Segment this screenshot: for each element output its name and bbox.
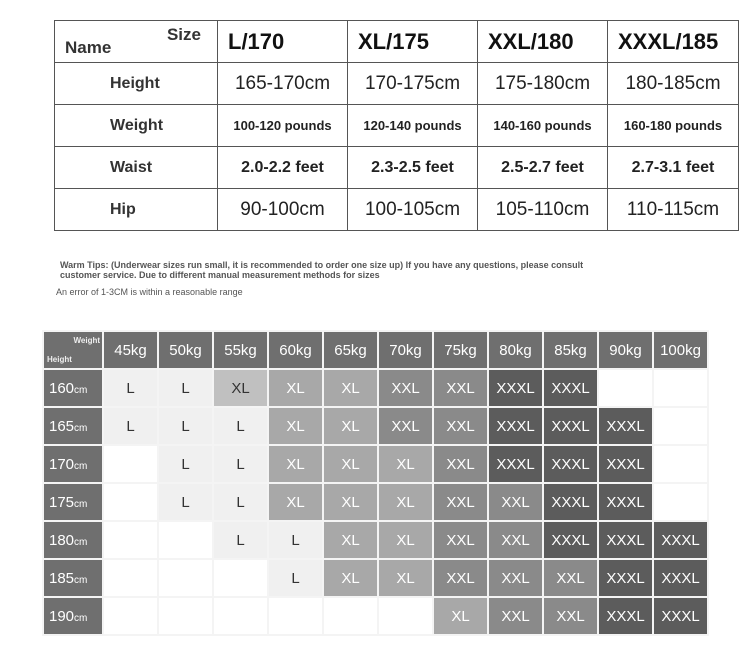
grid-corner bbox=[43, 331, 103, 369]
size-cell: 100-105cm bbox=[348, 189, 478, 231]
warm-tips: Warm Tips: (Underwear sizes run small, it is recommended to order one size up) If you have any questions, please consult customer service. Due to different manual measurement methods for sizes bbox=[60, 260, 584, 280]
size-cell: 165-170cm bbox=[218, 63, 348, 105]
corner-height-label: Height bbox=[47, 355, 72, 364]
height-value: 170 bbox=[49, 455, 75, 473]
size-column-header: XL/175 bbox=[348, 21, 478, 63]
size-recommendation-cell bbox=[103, 597, 158, 635]
size-recommendation-cell bbox=[103, 521, 158, 559]
size-row-label: Waist bbox=[55, 147, 218, 189]
size-recommendation-cell: XXXL bbox=[543, 407, 598, 445]
size-cell: 110-115cm bbox=[608, 189, 739, 231]
size-recommendation-cell: L bbox=[268, 559, 323, 597]
size-recommendation-cell: XXL bbox=[543, 597, 598, 635]
height-value: 160 bbox=[49, 379, 75, 397]
size-recommendation-cell: XXL bbox=[488, 559, 543, 597]
size-cell: 2.7-3.1 feet bbox=[608, 147, 739, 189]
size-recommendation-cell: XXL bbox=[433, 559, 488, 597]
weight-header: 100kg bbox=[653, 331, 708, 369]
height-value: 175 bbox=[49, 493, 75, 511]
height-unit: cm bbox=[74, 612, 88, 624]
size-table bbox=[54, 20, 739, 231]
size-recommendation-cell: XXXL bbox=[488, 407, 543, 445]
size-recommendation-cell: L bbox=[103, 369, 158, 407]
size-cell: 120-140 pounds bbox=[348, 105, 478, 147]
size-recommendation-cell bbox=[213, 559, 268, 597]
size-cell: 160-180 pounds bbox=[608, 105, 739, 147]
weight-header: 65kg bbox=[323, 331, 378, 369]
size-recommendation-cell bbox=[653, 407, 708, 445]
size-recommendation-cell: XL bbox=[378, 445, 433, 483]
size-recommendation-cell: XL bbox=[268, 407, 323, 445]
height-value: 165 bbox=[49, 417, 75, 435]
size-cell: 2.5-2.7 feet bbox=[478, 147, 608, 189]
size-recommendation-cell: XXXL bbox=[653, 597, 708, 635]
size-recommendation-cell bbox=[268, 597, 323, 635]
size-recommendation-cell: XXXL bbox=[653, 559, 708, 597]
size-recommendation-cell: XXL bbox=[433, 369, 488, 407]
size-cell: 140-160 pounds bbox=[478, 105, 608, 147]
height-unit: cm bbox=[74, 498, 88, 510]
measurement-error-note: An error of 1-3CM is within a reasonable range bbox=[56, 287, 243, 297]
size-recommendation-cell: L bbox=[158, 445, 213, 483]
height-value: 180 bbox=[49, 531, 75, 549]
size-cell: 175-180cm bbox=[478, 63, 608, 105]
size-recommendation-cell: XL bbox=[433, 597, 488, 635]
grid-row bbox=[43, 597, 708, 635]
size-cell: 180-185cm bbox=[608, 63, 739, 105]
height-value: 190 bbox=[49, 607, 75, 625]
size-row-label: Height bbox=[55, 63, 218, 105]
size-recommendation-cell: XXL bbox=[433, 445, 488, 483]
size-table-row bbox=[55, 63, 739, 105]
size-recommendation-cell bbox=[653, 445, 708, 483]
weight-header: 55kg bbox=[213, 331, 268, 369]
size-recommendation-cell: L bbox=[213, 521, 268, 559]
size-recommendation-cell: XXL bbox=[433, 483, 488, 521]
size-recommendation-cell: XL bbox=[213, 369, 268, 407]
size-recommendation-cell: XL bbox=[323, 369, 378, 407]
size-recommendation-cell: XXL bbox=[433, 407, 488, 445]
size-recommendation-cell bbox=[158, 559, 213, 597]
size-recommendation-cell: XXL bbox=[488, 597, 543, 635]
height-header bbox=[43, 597, 103, 635]
height-unit: cm bbox=[74, 536, 88, 548]
size-recommendation-cell: XL bbox=[378, 521, 433, 559]
height-header bbox=[43, 521, 103, 559]
height-value: 185 bbox=[49, 569, 75, 587]
size-recommendation-cell: XXXL bbox=[598, 407, 653, 445]
size-recommendation-cell: XXXL bbox=[598, 559, 653, 597]
size-column-header: XXXL/185 bbox=[608, 21, 739, 63]
size-row-label: Hip bbox=[55, 189, 218, 231]
size-recommendation-cell: XL bbox=[323, 521, 378, 559]
size-recommendation-cell: XXXL bbox=[488, 445, 543, 483]
size-recommendation-cell: XL bbox=[268, 483, 323, 521]
size-recommendation-cell: XL bbox=[268, 369, 323, 407]
size-column-header: XXL/180 bbox=[478, 21, 608, 63]
grid-row bbox=[43, 445, 708, 483]
size-recommendation-cell bbox=[378, 597, 433, 635]
height-header bbox=[43, 559, 103, 597]
size-cell: 2.0-2.2 feet bbox=[218, 147, 348, 189]
grid-header-row bbox=[43, 331, 708, 369]
height-header bbox=[43, 445, 103, 483]
corner-size-label: Size bbox=[166, 25, 201, 44]
size-recommendation-cell: L bbox=[158, 483, 213, 521]
grid-row bbox=[43, 369, 708, 407]
size-recommendation-cell: L bbox=[213, 483, 268, 521]
size-recommendation-cell: L bbox=[268, 521, 323, 559]
size-recommendation-cell: XXL bbox=[488, 521, 543, 559]
size-recommendation-cell: XXXL bbox=[598, 597, 653, 635]
size-recommendation-cell: XXXL bbox=[543, 483, 598, 521]
weight-header: 70kg bbox=[378, 331, 433, 369]
size-recommendation-cell bbox=[103, 445, 158, 483]
size-cell: 2.3-2.5 feet bbox=[348, 147, 478, 189]
weight-header: 75kg bbox=[433, 331, 488, 369]
size-cell: 90-100cm bbox=[218, 189, 348, 231]
size-recommendation-cell: XL bbox=[323, 559, 378, 597]
size-recommendation-cell bbox=[103, 483, 158, 521]
size-table-corner bbox=[55, 21, 218, 63]
height-unit: cm bbox=[74, 422, 88, 434]
grid-row bbox=[43, 483, 708, 521]
height-header bbox=[43, 483, 103, 521]
height-header bbox=[43, 369, 103, 407]
size-recommendation-cell bbox=[323, 597, 378, 635]
size-recommendation-cell bbox=[103, 559, 158, 597]
size-table-header bbox=[55, 21, 739, 63]
size-recommendation-cell: XXXL bbox=[598, 483, 653, 521]
size-recommendation-cell: XL bbox=[323, 407, 378, 445]
size-recommendation-cell bbox=[158, 521, 213, 559]
height-unit: cm bbox=[74, 574, 88, 586]
size-table-row bbox=[55, 147, 739, 189]
height-unit: cm bbox=[74, 384, 88, 396]
corner-weight-label: Weight bbox=[73, 336, 100, 345]
size-recommendation-cell: XXXL bbox=[543, 521, 598, 559]
size-recommendation-cell: XXL bbox=[378, 407, 433, 445]
height-unit: cm bbox=[74, 460, 88, 472]
size-recommendation-cell: XXXL bbox=[543, 369, 598, 407]
size-recommendation-cell: XL bbox=[378, 559, 433, 597]
size-recommendation-cell: XXXL bbox=[598, 445, 653, 483]
grid-row bbox=[43, 407, 708, 445]
size-recommendation-cell: XXL bbox=[488, 483, 543, 521]
weight-header: 50kg bbox=[158, 331, 213, 369]
weight-header: 85kg bbox=[543, 331, 598, 369]
size-row-label: Weight bbox=[55, 105, 218, 147]
size-recommendation-cell: L bbox=[103, 407, 158, 445]
weight-header: 90kg bbox=[598, 331, 653, 369]
size-recommendation-cell: XXXL bbox=[488, 369, 543, 407]
size-recommendation-cell: L bbox=[158, 369, 213, 407]
grid-row bbox=[43, 559, 708, 597]
weight-header: 60kg bbox=[268, 331, 323, 369]
size-recommendation-cell bbox=[653, 483, 708, 521]
size-table-row bbox=[55, 105, 739, 147]
size-recommendation-cell bbox=[158, 597, 213, 635]
grid-row bbox=[43, 521, 708, 559]
size-recommendation-cell: XXXL bbox=[543, 445, 598, 483]
size-recommendation-cell: XL bbox=[323, 483, 378, 521]
size-cell: 100-120 pounds bbox=[218, 105, 348, 147]
size-recommendation-cell bbox=[653, 369, 708, 407]
size-recommendation-cell bbox=[213, 597, 268, 635]
corner-name-label: Name bbox=[65, 38, 112, 57]
height-header bbox=[43, 407, 103, 445]
size-recommendation-cell: XL bbox=[378, 483, 433, 521]
size-recommendation-cell: XXL bbox=[433, 521, 488, 559]
size-recommendation-cell: XXXL bbox=[598, 521, 653, 559]
size-table-row bbox=[55, 189, 739, 231]
size-recommendation-cell: XXL bbox=[543, 559, 598, 597]
size-recommendation-cell: XXL bbox=[378, 369, 433, 407]
size-recommendation-cell: L bbox=[158, 407, 213, 445]
size-recommendation-cell: XL bbox=[323, 445, 378, 483]
size-recommendation-cell: L bbox=[213, 445, 268, 483]
size-recommendation-cell: XXXL bbox=[653, 521, 708, 559]
size-recommendation-cell: L bbox=[213, 407, 268, 445]
size-recommendation-cell bbox=[598, 369, 653, 407]
size-cell: 105-110cm bbox=[478, 189, 608, 231]
size-column-header: L/170 bbox=[218, 21, 348, 63]
size-cell: 170-175cm bbox=[348, 63, 478, 105]
height-weight-size-grid bbox=[42, 330, 709, 636]
weight-header: 45kg bbox=[103, 331, 158, 369]
size-recommendation-cell: XL bbox=[268, 445, 323, 483]
weight-header: 80kg bbox=[488, 331, 543, 369]
